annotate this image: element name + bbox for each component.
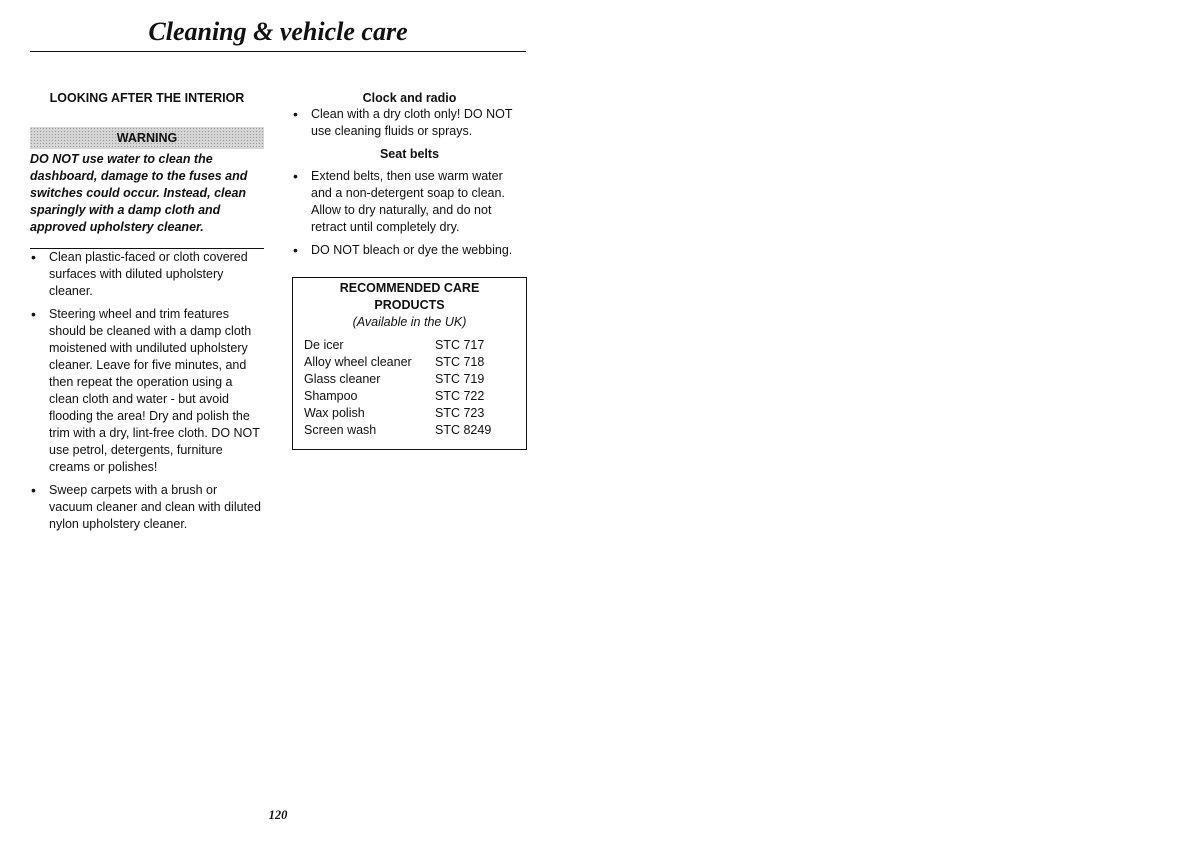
product-code: STC 8249 [435,423,492,437]
list-item: • Extend belts, then use warm water and a non-detergent soap to clean. Allow to dry naturally, and do not retract until completely dry. [292,168,527,236]
product-code: STC 723 [435,406,485,420]
list-item: • DO NOT bleach or dye the webbing. [292,242,527,259]
care-products-title: RECOMMENDED CARE PRODUCTS [339,281,480,312]
product-name: Screen wash [304,423,377,437]
product-name: Shampoo [304,389,358,403]
page-number: 120 [268,808,288,822]
warning-text: DO NOT use water to clean the dashboard, damage to the fuses and switches could occur. Instead, clean sparingly with a damp cloth and approved upholstery cleaner. [30,152,248,234]
product-name: De icer [304,338,344,352]
title-divider [30,51,526,52]
section-heading-clock: Clock and radio [362,91,457,105]
list-item: • Steering wheel and trim features should be cleaned with a damp cloth moistened with undiluted upholstery cleaner. Leave for five minutes, and then repeat the operation using a clean cloth and water - but avoid flooding the area! Dry and polish the trim with a dry, lint-free cloth. DO NOT use petrol, detergents, furniture creams or polishes! [30,306,264,476]
product-name: Wax polish [304,406,365,420]
clock-bullet-list [292,106,527,140]
interior-bullet-list [30,249,264,533]
left-column [30,90,264,539]
page-title: Cleaning & vehicle care [148,17,408,46]
product-name: Alloy wheel cleaner [304,355,412,369]
care-products-box [292,277,527,450]
product-row [304,388,515,405]
list-item: • Clean plastic-faced or cloth covered surfaces with diluted upholstery cleaner. [30,249,264,300]
product-row [304,371,515,388]
product-row [304,405,515,422]
right-column [292,90,527,450]
product-row [304,422,515,439]
product-row [304,337,515,354]
section-heading-seat-belts: Seat belts [379,147,440,161]
list-item: • Sweep carpets with a brush or vacuum cleaner and clean with diluted nylon upholstery cleaner. [30,482,264,533]
product-code: STC 718 [435,355,485,369]
list-item: • Clean with a dry cloth only! DO NOT use cleaning fluids or sprays. [292,106,527,140]
product-row [304,354,515,371]
product-name: Glass cleaner [304,372,381,386]
product-code: STC 719 [435,372,485,386]
product-code: STC 717 [435,338,485,352]
care-products-subtitle: (Available in the UK) [352,315,467,329]
product-code: STC 722 [435,389,485,403]
warning-label: WARNING [30,127,264,149]
seat-belts-bullet-list [292,168,527,259]
section-heading-interior: LOOKING AFTER THE INTERIOR [49,91,245,105]
